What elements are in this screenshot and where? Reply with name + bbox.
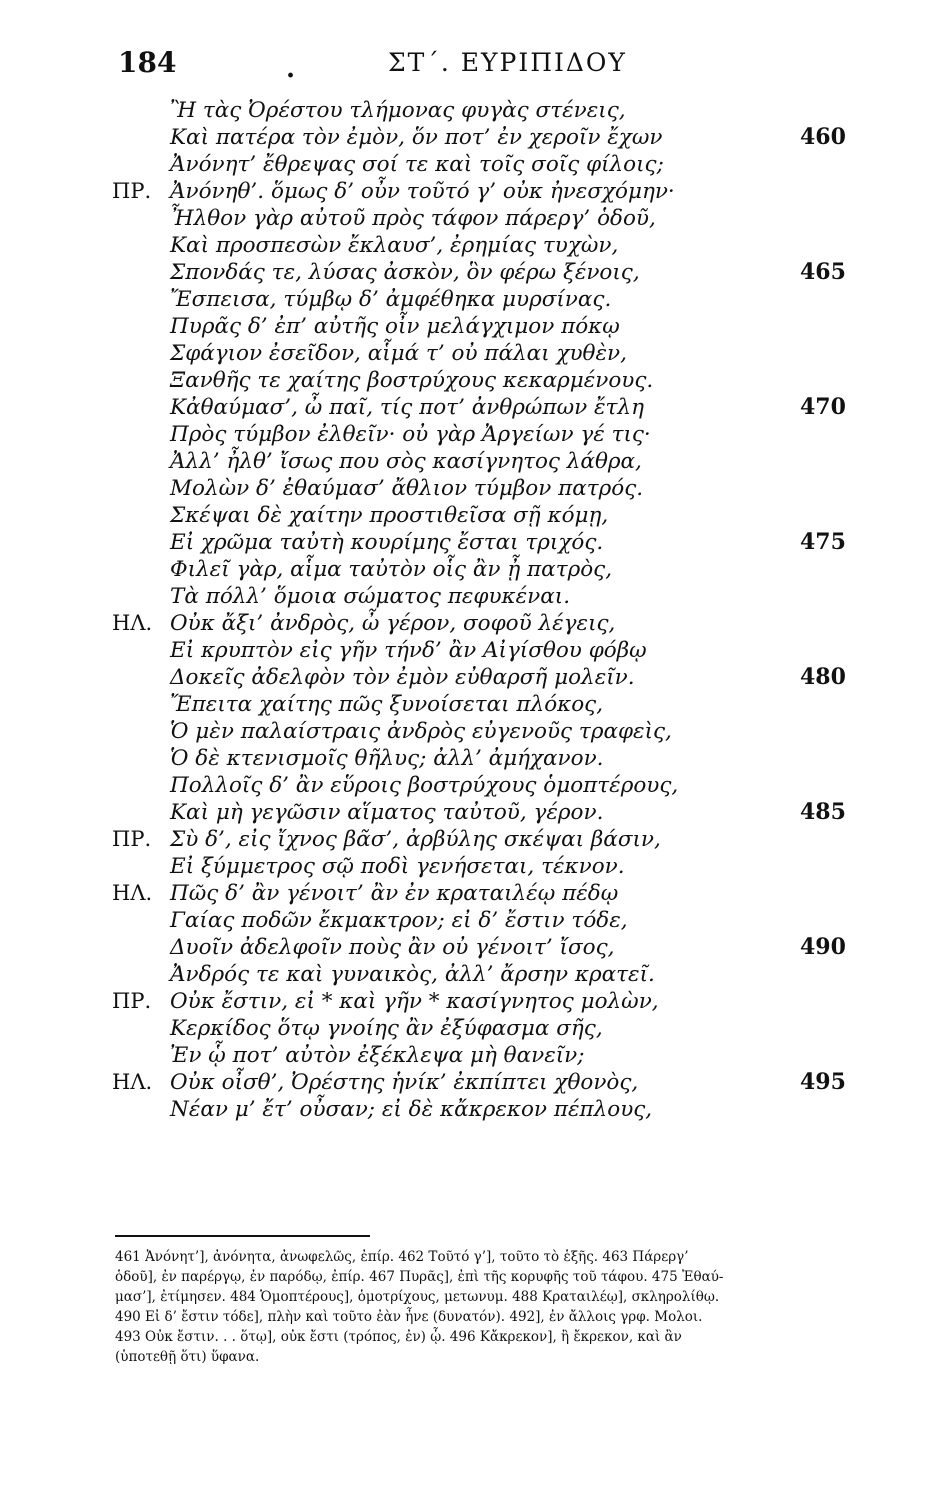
footnote-line: (ὑποτεθῇ ὅτι) ὕφανα.: [115, 1349, 260, 1365]
verse-text: Δοκεῖς ἀδελφὸν τὸν ἐμὸν εὐθαρσῆ μολεῖν.: [170, 665, 635, 690]
verse-text: Πρὸς τύμβον ἐλθεῖν· οὐ γὰρ Ἀργείων γέ τις·: [170, 422, 651, 447]
verse-text: Εἰ κρυπτὸν εἰς γῆν τήνδ’ ἂν Αἰγίσθου φόβῳ: [170, 638, 647, 663]
verse-line: [0, 124, 927, 151]
verse-text: Ὁ δὲ κτενισμοῖς θῆλυς; ἀλλ’ ἀμήχανον.: [170, 746, 604, 771]
speaker-label: ΗΛ.: [112, 881, 153, 905]
verse-line: [0, 286, 927, 313]
line-number: 495: [800, 1069, 846, 1095]
verse-line: [0, 340, 927, 367]
speaker-label: ΠΡ.: [112, 989, 152, 1013]
verse-line: [0, 1069, 927, 1096]
line-number: 475: [800, 529, 846, 555]
footnote-line: ὁδοῦ], ἐν παρέργῳ, ἐν παρόδῳ, ἐπίρ. 467 Πυρᾶς], ἐπὶ τῆς κορυφῆς τοῦ τάφου. 475 Ἐθαύ-: [115, 1269, 724, 1285]
verse-line: [0, 637, 927, 664]
verse-line: [0, 691, 927, 718]
verse-line: [0, 853, 927, 880]
verse-line: [0, 664, 927, 691]
verse-text: Εἰ χρῶμα ταὐτὴ κουρίμης ἔσται τριχός.: [170, 530, 604, 555]
verse-line: [0, 232, 927, 259]
verse-text: Τὰ πόλλ’ ὅμοια σώματος πεφυκέναι.: [170, 584, 571, 609]
line-number: 485: [800, 799, 846, 825]
verse-line: [0, 502, 927, 529]
verse-text: Πολλοῖς δ’ ἂν εὕροις βοστρύχους ὁμοπτέρους,: [170, 773, 679, 798]
line-number: 480: [800, 664, 846, 690]
verse-text: Σκέψαι δὲ χαίτην προστιθεῖσα σῇ κόμῃ,: [170, 503, 609, 528]
verse-line: [0, 1015, 927, 1042]
verse-line: [0, 394, 927, 421]
line-number: 460: [800, 124, 846, 150]
line-number: 470: [800, 394, 846, 420]
verse-line: [0, 448, 927, 475]
verse-text: Ἀνδρός τε καὶ γυναικὸς, ἀλλ’ ἄρσην κρατεῖ.: [170, 962, 655, 987]
verse-text: Πῶς δ’ ἂν γένοιτ’ ἂν ἐν κραταιλέῳ πέδῳ: [170, 881, 619, 906]
verse-line: [0, 556, 927, 583]
verse-line: [0, 367, 927, 394]
verse-text: Σφάγιον ἐσεῖδον, αἷμά τ’ οὐ πάλαι χυθὲν,: [170, 341, 627, 366]
speaker-label: ΠΡ.: [112, 179, 152, 203]
verse-line: [0, 421, 927, 448]
verse-text: Δυοῖν ἀδελφοῖν ποὺς ἂν οὐ γένοιτ’ ἴσος,: [170, 935, 615, 960]
verse-text: Καὶ μὴ γεγῶσιν αἵματος ταὐτοῦ, γέρον.: [170, 800, 604, 825]
verse-text: Φιλεῖ γὰρ, αἷμα ταὐτὸν οἷς ἂν ᾖ πατρὸς,: [170, 557, 613, 582]
verse-text: Ἀνόνηθ’. ὅμως δ’ οὖν τοῦτό γ’ οὐκ ἠνεσχόμην·: [170, 179, 675, 204]
page-number: 184: [118, 46, 177, 79]
verse-line: [0, 1096, 927, 1123]
verse-line: [0, 961, 927, 988]
verse-text: Σὺ δ’, εἰς ἴχνος βᾶσ’, ἀρβύλης σκέψαι βάσιν,: [170, 827, 661, 852]
verse-text: Καὶ πατέρα τὸν ἐμὸν, ὅν ποτ’ ἐν χεροῖν ἔχων: [170, 125, 663, 150]
speaker-label: ΠΡ.: [112, 827, 152, 851]
verse-line: [0, 826, 927, 853]
footnote-line: μασ’], ἐτίμησεν. 484 Ὁμοπτέρους], ὁμοτρίχους, μετωνυμ. 488 Κραταιλέῳ], σκληρολίθῳ.: [115, 1289, 720, 1305]
verse-line: [0, 259, 927, 286]
verse-text: Ἦλθον γὰρ αὐτοῦ πρὸς τάφον πάρεργ’ ὁδοῦ,: [170, 206, 656, 231]
speaker-label: ΗΛ.: [112, 1070, 153, 1094]
footnote-line: 490 Εἰ δ’ ἔστιν τόδε], πλὴν καὶ τοῦτο ἐὰν ἦνε (δυνατόν). 492], ἐν ἄλλοις γρφ. Μολοι.: [115, 1309, 703, 1325]
running-title: ΣΤ΄. ΕΥΡΙΠΙΔΟΥ: [388, 48, 627, 77]
verse-line: [0, 880, 927, 907]
verse-line: [0, 313, 927, 340]
footnote-line: 461 Ἀνόνητ’], ἀνόνητα, ἀνωφελῶς, ἐπίρ. 462 Τοῦτό γ’], τοῦτο τὸ ἑξῆς. 463 Πάρεργ’: [115, 1249, 689, 1265]
footnote-line: 493 Οὐκ ἔστιν. . . ὅτῳ], οὐκ ἔστι (τρόπος, ἐν) ᾧ. 496 Κἄκρεκον], ἢ ἔκρεκον, καὶ ἂν: [115, 1329, 682, 1345]
verse-text: Ἀνόνητ’ ἔθρεψας σοί τε καὶ τοῖς σοῖς φίλοις;: [170, 152, 664, 177]
line-number: 465: [800, 259, 846, 285]
verse-text: Ἔπειτα χαίτης πῶς ξυνοίσεται πλόκος,: [170, 692, 604, 717]
verse-text: Σπονδάς τε, λύσας ἀσκὸν, ὃν φέρω ξένοις,: [170, 260, 640, 285]
verse-text: Οὐκ ἔστιν, εἰ * καὶ γῆν * κασίγνητος μολὼν,: [170, 989, 659, 1014]
verse-line: [0, 718, 927, 745]
verse-text: Καὶ προσπεσὼν ἔκλαυσ’, ἐρημίας τυχὼν,: [170, 233, 619, 258]
verse-text: Ἐν ᾧ ποτ’ αὐτὸν ἐξέκλεψα μὴ θανεῖν;: [170, 1043, 585, 1068]
verse-line: [0, 745, 927, 772]
verse-line: [0, 529, 927, 556]
verse-line: [0, 151, 927, 178]
verse-text: Κερκίδος ὅτῳ γνοίης ἂν ἐξύφασμα σῆς,: [170, 1016, 603, 1041]
page-header: [0, 46, 927, 86]
header-mark: .: [286, 54, 296, 84]
verse-text: Πυρᾶς δ’ ἐπ’ αὐτῆς οἶν μελάγχιμον πόκῳ: [170, 314, 620, 339]
line-number: 490: [800, 934, 846, 960]
footnote-rule: [115, 1235, 370, 1237]
verse-text: Οὐκ ἄξι’ ἀνδρὸς, ὦ γέρον, σοφοῦ λέγεις,: [170, 611, 616, 636]
verse-line: [0, 799, 927, 826]
verse-text: Κἀθαύμασ’, ὦ παῖ, τίς ποτ’ ἀνθρώπων ἔτλη: [170, 395, 644, 420]
verse-line: [0, 583, 927, 610]
verse-text: Ἀλλ’ ἦλθ’ ἴσως που σὸς κασίγνητος λάθρα,: [170, 449, 642, 474]
verse-line: [0, 907, 927, 934]
verse-block: [0, 97, 927, 1123]
verse-line: [0, 475, 927, 502]
verse-text: Γαίας ποδῶν ἔκμακτρον; εἰ δ’ ἔστιν τόδε,: [170, 908, 628, 933]
verse-line: [0, 934, 927, 961]
verse-line: [0, 610, 927, 637]
verse-line: [0, 205, 927, 232]
footnotes: [115, 1247, 855, 1367]
verse-text: Ἢ τὰς Ὀρέστου τλήμονας φυγὰς στένεις,: [170, 98, 626, 123]
verse-text: Ξανθῆς τε χαίτης βοστρύχους κεκαρμένους.: [170, 368, 654, 393]
verse-text: Νέαν μ’ ἔτ’ οὖσαν; εἰ δὲ κἄκρεκον πέπλους,: [170, 1097, 653, 1122]
verse-line: [0, 988, 927, 1015]
verse-text: Οὐκ οἶσθ’, Ὀρέστης ἡνίκ’ ἐκπίπτει χθονὸς,: [170, 1070, 639, 1095]
verse-text: Ἔσπεισα, τύμβῳ δ’ ἀμφέθηκα μυρσίνας.: [170, 287, 612, 312]
verse-text: Ὁ μὲν παλαίστραις ἀνδρὸς εὐγενοῦς τραφεὶς,: [170, 719, 672, 744]
speaker-label: ΗΛ.: [112, 611, 153, 635]
verse-text: Εἰ ξύμμετρος σῷ ποδὶ γενήσεται, τέκνον.: [170, 854, 625, 879]
verse-line: [0, 178, 927, 205]
verse-line: [0, 772, 927, 799]
verse-text: Μολὼν δ’ ἐθαύμασ’ ἄθλιον τύμβον πατρός.: [170, 476, 644, 501]
verse-line: [0, 97, 927, 124]
verse-line: [0, 1042, 927, 1069]
